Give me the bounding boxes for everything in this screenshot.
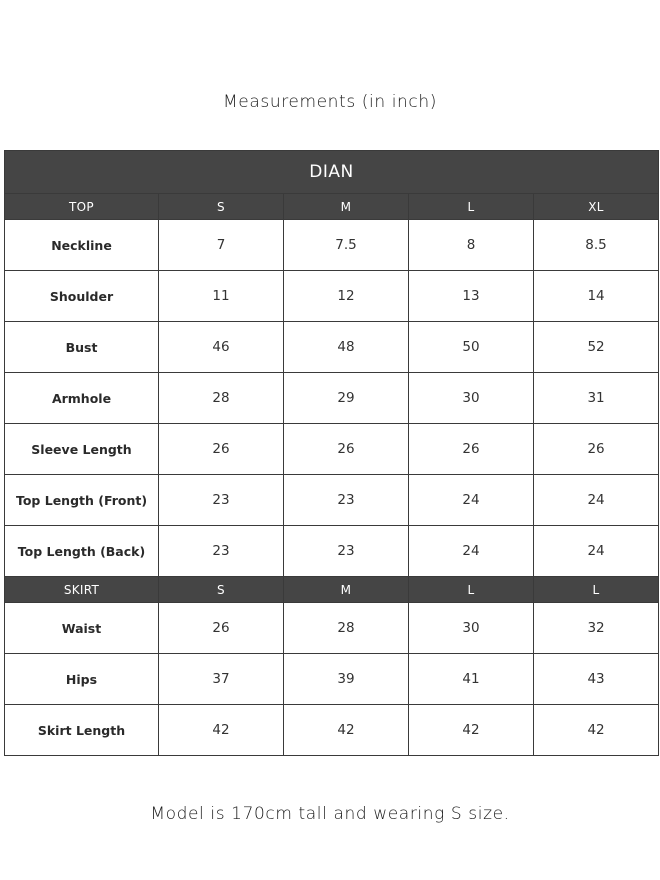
table-cell: 30 [409, 603, 534, 654]
table-cell: 23 [159, 475, 284, 526]
row-label: Top Length (Front) [5, 475, 159, 526]
row-label: Bust [5, 322, 159, 373]
table-cell: 26 [159, 424, 284, 475]
table-row [5, 322, 659, 373]
row-label: Shoulder [5, 271, 159, 322]
table-row [5, 220, 659, 271]
table-cell: 24 [409, 526, 534, 577]
table-row [5, 271, 659, 322]
table-cell: 24 [409, 475, 534, 526]
table-cell: 46 [159, 322, 284, 373]
table-cell: 11 [159, 271, 284, 322]
size-header-m: M [284, 577, 409, 603]
size-header-l: L [409, 577, 534, 603]
model-size-note: Model is 170cm tall and wearing S size. [150, 804, 510, 824]
table-row [5, 654, 659, 705]
size-header-l: L [409, 194, 534, 220]
table-row [5, 475, 659, 526]
size-chart-table [4, 150, 659, 756]
table-cell: 50 [409, 322, 534, 373]
table-cell: 31 [534, 373, 659, 424]
table-cell: 42 [159, 705, 284, 756]
table-cell: 26 [409, 424, 534, 475]
size-header-s: S [159, 577, 284, 603]
table-cell: 37 [159, 654, 284, 705]
row-label: Hips [5, 654, 159, 705]
size-header-l-second: L [534, 577, 659, 603]
table-cell: 48 [284, 322, 409, 373]
size-header-s: S [159, 194, 284, 220]
skirt-section-header: SKIRT [5, 577, 159, 603]
table-cell: 41 [409, 654, 534, 705]
size-header-xl: XL [534, 194, 659, 220]
table-cell: 23 [284, 526, 409, 577]
table-cell: 42 [409, 705, 534, 756]
table-row [5, 603, 659, 654]
table-cell: 52 [534, 322, 659, 373]
table-cell: 28 [159, 373, 284, 424]
table-cell: 26 [284, 424, 409, 475]
row-label: Skirt Length [5, 705, 159, 756]
row-label: Top Length (Back) [5, 526, 159, 577]
row-label: Waist [5, 603, 159, 654]
row-label: Sleeve Length [5, 424, 159, 475]
table-cell: 23 [159, 526, 284, 577]
table-cell: 12 [284, 271, 409, 322]
top-section-header: TOP [5, 194, 159, 220]
table-cell: 8.5 [534, 220, 659, 271]
table-cell: 24 [534, 526, 659, 577]
table-cell: 32 [534, 603, 659, 654]
table-cell: 14 [534, 271, 659, 322]
measurements-caption: Measurements (in inch) [223, 92, 437, 112]
row-label: Neckline [5, 220, 159, 271]
table-cell: 29 [284, 373, 409, 424]
table-row [5, 705, 659, 756]
table-cell: 24 [534, 475, 659, 526]
table-cell: 7.5 [284, 220, 409, 271]
table-cell: 43 [534, 654, 659, 705]
table-cell: 28 [284, 603, 409, 654]
table-cell: 23 [284, 475, 409, 526]
table-cell: 26 [159, 603, 284, 654]
table-cell: 26 [534, 424, 659, 475]
table-cell: 7 [159, 220, 284, 271]
row-label: Armhole [5, 373, 159, 424]
table-title-row [5, 151, 659, 194]
table-cell: 30 [409, 373, 534, 424]
table-row [5, 424, 659, 475]
table-title: DIAN [5, 151, 659, 194]
table-cell: 42 [284, 705, 409, 756]
skirt-header-row [5, 577, 659, 603]
top-header-row [5, 194, 659, 220]
table-cell: 42 [534, 705, 659, 756]
table-cell: 8 [409, 220, 534, 271]
table-row [5, 526, 659, 577]
table-cell: 13 [409, 271, 534, 322]
table-row [5, 373, 659, 424]
table-cell: 39 [284, 654, 409, 705]
size-header-m: M [284, 194, 409, 220]
